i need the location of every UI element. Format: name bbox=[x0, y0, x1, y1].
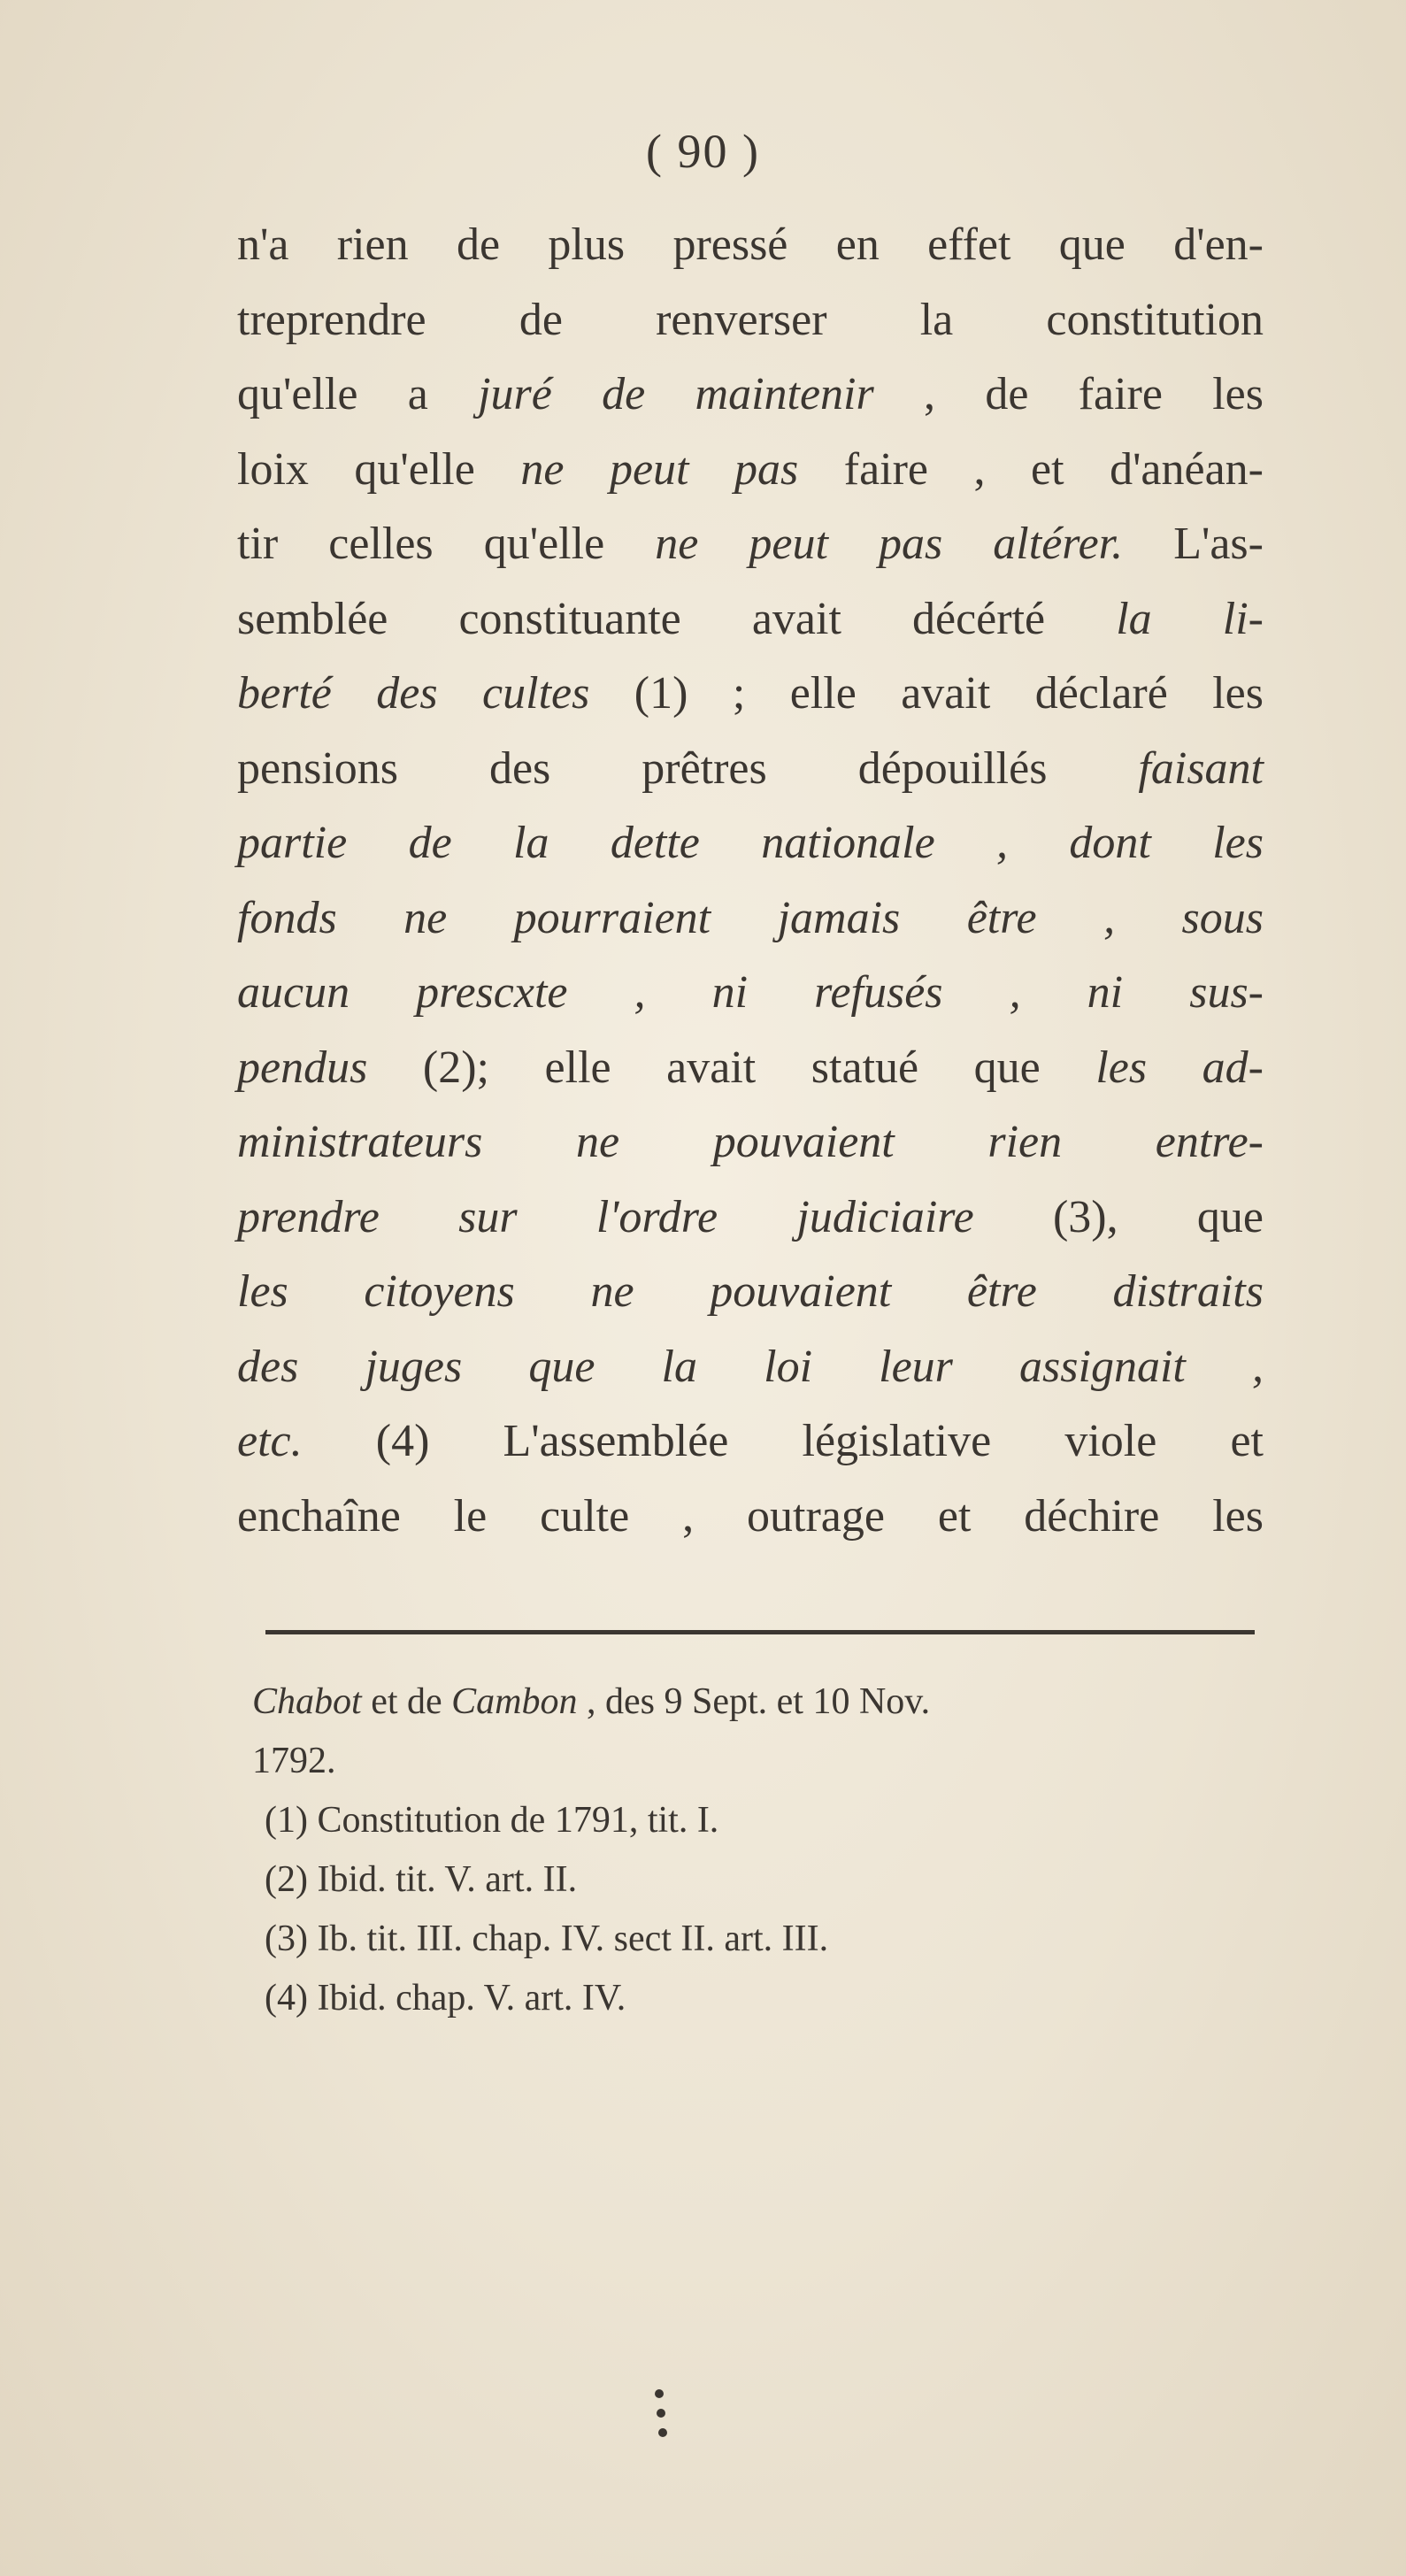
text-run: (3), que bbox=[973, 1191, 1264, 1242]
italic-text: partie de la dette nationale , dont les bbox=[237, 818, 1264, 868]
text-run: (1) Constitution de 1791, tit. I. bbox=[265, 1800, 719, 1841]
body-line bbox=[237, 1180, 1264, 1256]
italic-text: ne peut pas bbox=[520, 443, 799, 495]
body-line bbox=[237, 806, 1264, 881]
footnote-line bbox=[252, 1910, 1261, 1969]
text-run: loix qu'elle bbox=[237, 443, 521, 495]
body-line bbox=[237, 1031, 1264, 1106]
body-line bbox=[237, 1404, 1264, 1480]
footnote-line bbox=[252, 1672, 1261, 1732]
italic-text: ministrateurs ne pouvaient rien entre- bbox=[237, 1117, 1264, 1167]
italic-text: les ad- bbox=[1095, 1042, 1264, 1093]
italic-text: fonds ne pourraient jamais être , sous bbox=[237, 892, 1264, 943]
text-run: 1792. bbox=[252, 1741, 336, 1781]
italic-text: juré de maintenir bbox=[478, 369, 874, 419]
italic-text: la li- bbox=[1116, 593, 1264, 644]
text-run: n'a rien de plus pressé en effet que d'en- bbox=[237, 219, 1264, 270]
italic-text: des juges que la loi leur assignait , bbox=[237, 1341, 1264, 1392]
italic-text: etc. bbox=[237, 1416, 303, 1466]
text-run: tir celles qu'elle bbox=[237, 519, 656, 569]
italic-text: Cambon bbox=[451, 1681, 578, 1722]
text-run: et de bbox=[361, 1681, 452, 1722]
footnote-line bbox=[252, 1791, 1261, 1850]
text-run: (1) ; elle avait déclaré les bbox=[589, 668, 1264, 719]
text-run: semblée constituante avait décérté bbox=[237, 593, 1117, 644]
footnote-line bbox=[252, 1850, 1261, 1910]
text-run: (2) Ibid. tit. V. art. II. bbox=[265, 1859, 578, 1900]
text-run: pensions des prêtres dépouillés bbox=[237, 742, 1139, 794]
body-line bbox=[237, 1255, 1264, 1330]
italic-text: faisant bbox=[1138, 742, 1264, 794]
text-run: faire , et d'anéan- bbox=[798, 443, 1264, 495]
body-line bbox=[237, 208, 1264, 283]
page-number: ( 90 ) bbox=[646, 125, 760, 178]
body-line bbox=[237, 1105, 1264, 1180]
body-line bbox=[237, 283, 1264, 358]
text-run: enchaîne le culte , outrage et déchire les bbox=[237, 1490, 1264, 1542]
footnote-divider bbox=[265, 1630, 1255, 1634]
body-line bbox=[237, 657, 1264, 732]
text-run: , de faire les bbox=[873, 369, 1264, 419]
italic-text: aucun prescxte , ni refusés , ni sus- bbox=[237, 967, 1264, 1018]
text-run: (3) Ib. tit. III. chap. IV. sect II. art. III. bbox=[265, 1919, 829, 1959]
text-run: L'as- bbox=[1123, 519, 1264, 569]
ink-dots-ornament bbox=[653, 2389, 671, 2442]
text-run: (4) Ibid. chap. V. art. IV. bbox=[265, 1978, 626, 2019]
italic-text: berté des cultes bbox=[237, 668, 590, 719]
body-line bbox=[237, 956, 1264, 1031]
italic-text: Chabot bbox=[252, 1681, 362, 1722]
footnote-line bbox=[252, 1732, 1261, 1791]
footnotes bbox=[252, 1672, 1261, 2028]
footnote-line bbox=[252, 1969, 1261, 2028]
text-run: , des 9 Sept. et 10 Nov. bbox=[577, 1681, 931, 1722]
italic-text: prendre sur l'ordre judiciaire bbox=[237, 1191, 974, 1242]
text-run: (4) L'assemblée législative viole et bbox=[302, 1416, 1264, 1466]
body-line bbox=[237, 358, 1264, 433]
italic-text: pendus bbox=[237, 1042, 368, 1093]
italic-text: ne peut pas altérer. bbox=[655, 519, 1124, 569]
body-line bbox=[237, 1480, 1264, 1555]
body-line bbox=[237, 433, 1264, 508]
body-line bbox=[237, 507, 1264, 582]
body-line bbox=[237, 881, 1264, 957]
body-text bbox=[237, 208, 1264, 1554]
body-line bbox=[237, 732, 1264, 807]
body-line bbox=[237, 1330, 1264, 1405]
text-run: qu'elle a bbox=[237, 369, 479, 419]
body-line bbox=[237, 582, 1264, 657]
text-run: treprendre de renverser la constitution bbox=[237, 294, 1264, 345]
text-run: (2); elle avait statué que bbox=[367, 1042, 1096, 1093]
italic-text: les citoyens ne pouvaient être distraits bbox=[237, 1266, 1264, 1317]
